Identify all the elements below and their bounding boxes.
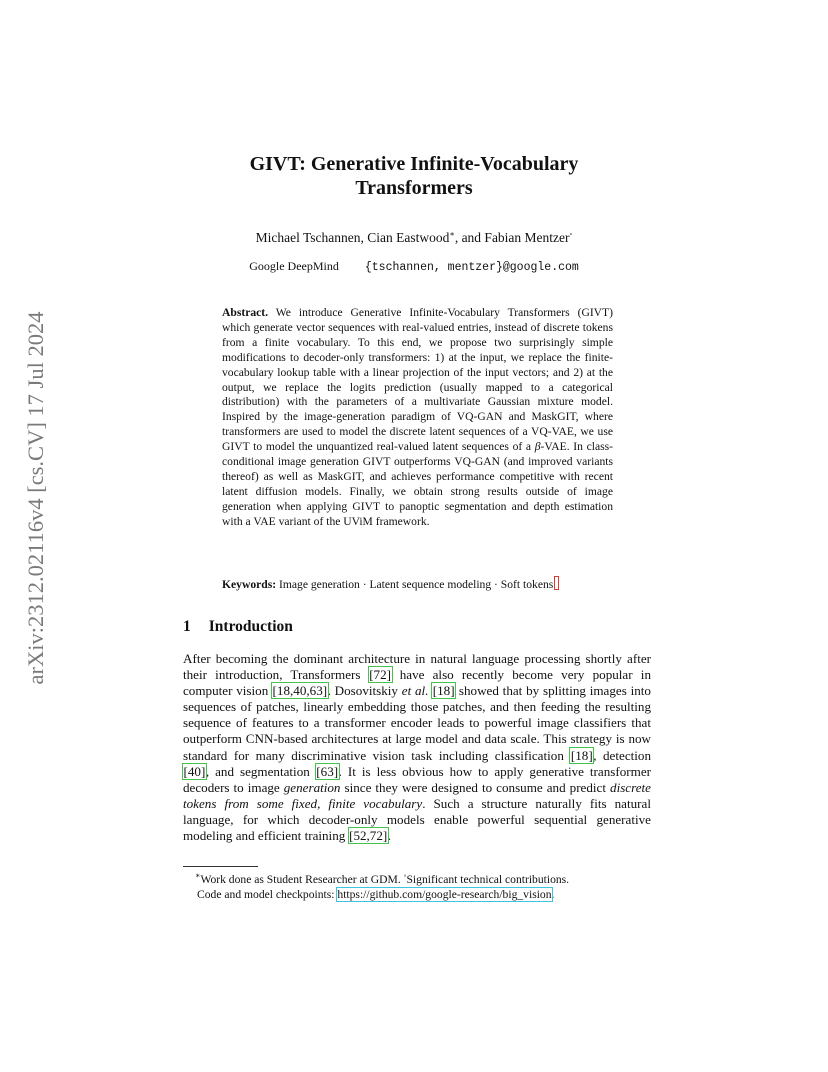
keywords xyxy=(222,576,622,591)
intro-text: have also recently become very popular in computer vision xyxy=(183,667,651,699)
footnote-text: . xyxy=(551,888,555,901)
footnote xyxy=(183,872,651,902)
footnote-rule xyxy=(183,866,258,867)
abstract-beta-symbol: β xyxy=(534,440,541,454)
intro-text: After becoming the dominant architecture in natural language processing shortly after their introduction, Transformers xyxy=(183,651,651,683)
citation-link[interactable]: [18] xyxy=(570,747,593,763)
intro-italic: generation xyxy=(283,779,341,795)
code-url-link[interactable]: https://github.com/google-research/big_vision xyxy=(337,888,552,901)
title-line-1: GIVT: Generative Infinite-Vocabulary xyxy=(249,153,579,175)
keywords-label: Keywords: xyxy=(222,578,277,591)
footnote-text: Work done as Student Researcher at GDM. xyxy=(200,873,404,886)
footnote-text: Code and model checkpoints: xyxy=(197,888,338,901)
intro-text: since they were designed to consume and predict xyxy=(340,779,611,795)
footnote-link-box[interactable] xyxy=(554,576,559,590)
intro-text: . Dosovitskiy xyxy=(327,683,402,699)
footnote-text: Significant technical contributions. xyxy=(406,873,570,886)
authors-text: Michael Tschannen, Cian Eastwood xyxy=(255,230,450,245)
footnote-line-1 xyxy=(183,872,651,887)
intro-text: . It is less obvious how to apply generative transformer decoders to image xyxy=(183,763,651,795)
intro-text: , and segmentation xyxy=(205,763,316,779)
abstract-text-cont: -VAE. In class-conditional image generation GIVT outperforms VQ-GAN (and improved variants thereof) as well as MaskGIT, and achieves performance competitive with recent latent diffusion models. Finally, we obtain strong results outside of image generation when applying GIVT to panoptic segmentation and depth estimation with a VAE variant of the UViM framework. xyxy=(222,440,613,528)
author-mark-student: ∗ xyxy=(449,229,455,239)
intro-italic: discrete tokens from some fixed, finite vocabulary xyxy=(183,779,651,811)
intro-text: . Such a structure naturally fits natural language, for which decoder-only models enable powerful sequential generative modeling and efficient training xyxy=(183,795,651,844)
introduction-paragraph xyxy=(183,651,651,844)
citation-link[interactable]: [18] xyxy=(432,683,455,699)
citation-link[interactable]: [40] xyxy=(183,763,206,779)
abstract-label: Abstract. xyxy=(222,306,269,319)
abstract xyxy=(222,306,613,530)
citation-link[interactable]: [63] xyxy=(316,763,339,779)
arxiv-sidebar-stamp xyxy=(20,292,52,704)
intro-text: showed that by splitting images into sequences of patches, linearly embedding those patches, and then feeding the resulting sequence of features to a transformer encoder leads to powerful image classifiers that outperform CNN-based architectures at large model and data scale. This strategy is now standard for many discriminative vision task including classification xyxy=(183,683,651,763)
author-mark-contribution: ◦ xyxy=(569,229,573,239)
author-email: {tschannen, mentzer}@google.com xyxy=(364,261,579,274)
footnote-line-2 xyxy=(183,887,651,902)
footnote-mark: ∗ xyxy=(195,871,201,881)
citation-link[interactable]: [52,72] xyxy=(349,828,388,844)
affiliation-line xyxy=(180,259,648,274)
keywords-text: Image generation · Latent sequence modeling · Soft tokens xyxy=(276,578,554,591)
title-line-2: Transformers xyxy=(355,177,473,199)
citation-link[interactable]: [72] xyxy=(369,667,392,683)
section-number: 1 xyxy=(183,618,191,635)
intro-italic: et al. xyxy=(401,683,429,699)
section-title: Introduction xyxy=(208,618,293,635)
authors-text-2: , and Fabian Mentzer xyxy=(454,230,570,245)
arxiv-identifier: arXiv:2312.02116v4 [cs.CV] 17 Jul 2024 xyxy=(23,311,48,685)
intro-text: . xyxy=(387,828,392,844)
author-list xyxy=(180,230,648,246)
intro-text: , detection xyxy=(593,747,651,763)
abstract-text: We introduce Generative Infinite-Vocabulary Transformers (GIVT) which generate vector sequences with real-valued entries, instead of discrete tokens from a finite vocabulary. To this end, we propose two surprisingly simple modifications to decoder-only transformers: 1) at the input, we replace the finite-vocabulary lookup table with a linear projection of the input vectors; and 2) at the output, we replace the logits prediction (usually mapped to a categorical distribution) with the parameters of a multivariate Gaussian mixture model. Inspired by the image-generation paradigm of VQ-GAN and MaskGIT, where transformers are used to model the discrete latent sequences of a VQ-VAE, we use GIVT to model the unquantized real-valued latent sequences of a xyxy=(222,306,613,454)
affiliation: Google DeepMind xyxy=(249,259,339,273)
citation-link[interactable]: [18,40,63] xyxy=(272,683,328,699)
footnote-mark: ◦ xyxy=(403,871,407,881)
paper-title xyxy=(200,152,628,200)
section-heading xyxy=(183,618,293,636)
